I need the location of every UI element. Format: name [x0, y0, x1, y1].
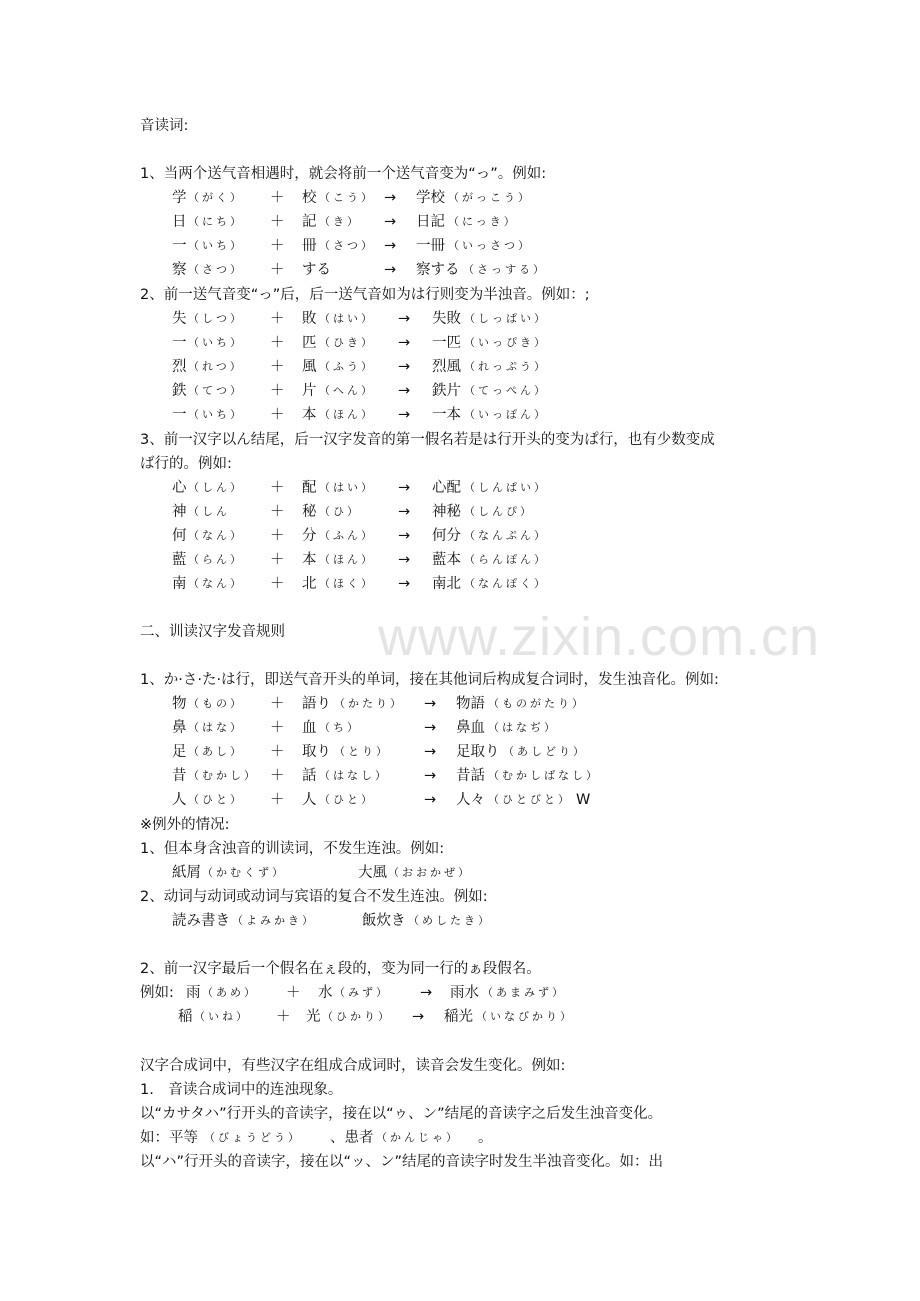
kanji-a: 稲: [178, 1009, 193, 1025]
kanji-b: する: [302, 262, 331, 278]
reading-b: （かたり）: [334, 697, 404, 710]
example-row: [0, 789, 900, 811]
plus-sign: ＋: [270, 311, 285, 327]
example-row: [0, 477, 900, 499]
kanji-b: 敗: [302, 311, 317, 327]
example-row: [0, 187, 900, 209]
kanji-b: 秘: [302, 504, 317, 520]
compound-word: 心配: [432, 480, 461, 496]
compound-reading: （らんぽん）: [464, 553, 548, 566]
kun-rule-2-text: 2、前一汉字最后一个假名在ぇ段的，变为同一行的ぁ段假名。: [140, 961, 541, 977]
reading-a: （なん）: [188, 577, 244, 590]
compound-item-1: 1. 音读合成词中的连浊现象。: [140, 1082, 343, 1098]
example-reading: （かんじゃ）: [376, 1131, 460, 1144]
kanji-a: 察: [172, 262, 187, 278]
compound-intro: 汉字合成词中，有些汉字在组成合成词时，读音会发生变化。例如:: [140, 1058, 566, 1074]
compound-reading: （しんぱい）: [464, 481, 548, 494]
plus-sign: ＋: [286, 985, 301, 1001]
kun-rule-2-prefix: 例如:: [140, 985, 174, 1001]
exception-1-text: 1、但本身含浊音的训读词，不发生连浊。例如:: [140, 841, 445, 857]
example-word: 如：平等: [140, 1130, 198, 1146]
example-reading: （かむくず）: [202, 866, 286, 879]
kanji-a: 一: [172, 335, 187, 351]
compound-reading: （れっぷう）: [464, 360, 548, 373]
example-reading: （めしたき）: [408, 914, 492, 927]
kanji-a: 烈: [172, 359, 187, 375]
example-reading: （よみかき）: [232, 914, 316, 927]
compound-word: 何分: [432, 528, 461, 544]
reading-a: （てつ）: [188, 384, 244, 397]
kanji-b: 話: [302, 768, 317, 784]
reading-b: （ひ）: [319, 505, 361, 518]
plus-sign: ＋: [270, 359, 285, 375]
reading-b: （とり）: [334, 745, 390, 758]
compound-reading: （あまみず）: [482, 986, 566, 999]
reading-b: （ほく）: [319, 577, 375, 590]
rule-3-text-line1: 3、前一汉字以ん结尾，后一汉字发音的第一假名若是は行开头的变为ぱ行，也有少数变成: [140, 432, 715, 448]
reading-b: （みず）: [334, 986, 390, 999]
plus-sign: ＋: [270, 576, 285, 592]
compound-word: 失敗: [432, 311, 461, 327]
plus-sign: ＋: [270, 190, 285, 206]
reading-a: （むかし）: [188, 769, 258, 782]
compound-word: 稲光: [444, 1009, 473, 1025]
kanji-a: 何: [172, 528, 187, 544]
arrow: →: [398, 504, 411, 520]
kanji-a: 昔: [172, 768, 187, 784]
kanji-b: 校: [302, 190, 317, 206]
compound-reading: （ものがたり）: [488, 697, 586, 710]
compound-word: 日記: [416, 214, 445, 230]
reading-a: （がく）: [188, 191, 244, 204]
exceptions-heading: ※例外的情况:: [140, 817, 230, 833]
example-row: [0, 982, 900, 1004]
plus-sign: ＋: [270, 744, 285, 760]
example-row: [0, 501, 900, 523]
compound-word: 学校: [416, 190, 445, 206]
reading-b: （さつ）: [319, 239, 375, 252]
plus-sign: ＋: [270, 552, 285, 568]
compound-word: 烈風: [432, 359, 461, 375]
arrow: →: [398, 335, 411, 351]
kanji-b: 人: [302, 792, 317, 808]
arrow: →: [424, 792, 437, 808]
reading-a: （しん: [188, 505, 230, 518]
arrow: →: [398, 311, 411, 327]
arrow: →: [398, 407, 411, 423]
example-word: 大風: [358, 865, 387, 881]
plus-sign: ＋: [270, 335, 285, 351]
compound-reading: （はなぢ）: [488, 721, 558, 734]
reading-a: （いち）: [188, 336, 244, 349]
reading-a: （いち）: [188, 239, 244, 252]
kanji-b: 血: [302, 720, 317, 736]
arrow: →: [412, 1009, 425, 1025]
reading-b: （ひと）: [319, 793, 375, 806]
section-heading-onyomi: 音读词:: [140, 118, 189, 134]
reading-a: （いね）: [194, 1010, 250, 1023]
compound-word: 昔話: [456, 768, 485, 784]
plus-sign: ＋: [270, 792, 285, 808]
example-row: [0, 332, 900, 354]
example-row: [0, 525, 900, 547]
compound-reading: （いなびかり）: [476, 1010, 574, 1023]
kanji-a: 足: [172, 744, 187, 760]
reading-b: （き）: [319, 215, 361, 228]
reading-a: （いち）: [188, 408, 244, 421]
compound-word: 神秘: [432, 504, 461, 520]
exception-2-text: 2、动词与动词或动词与宾语的复合不发生连浊。例如:: [140, 889, 488, 905]
reading-a: （なん）: [188, 529, 244, 542]
example-row: [0, 573, 900, 595]
reading-b: （ひかり）: [322, 1010, 392, 1023]
kanji-a: 日: [172, 214, 187, 230]
reading-b: （へん）: [319, 384, 375, 397]
kanji-b: 本: [302, 407, 317, 423]
reading-b: （こう）: [319, 191, 375, 204]
arrow: →: [424, 720, 437, 736]
arrow: →: [424, 696, 437, 712]
example-row: [0, 259, 900, 281]
compound-word: 雨水: [450, 985, 479, 1001]
arrow: →: [398, 528, 411, 544]
reading-a: （もの）: [188, 697, 244, 710]
kanji-b: 配: [302, 480, 317, 496]
plus-sign: ＋: [270, 262, 285, 278]
reading-a: （にち）: [188, 215, 244, 228]
kanji-a: 物: [172, 696, 187, 712]
compound-reading: （あしどり）: [503, 745, 587, 758]
compound-rendaku-examples: [0, 1127, 920, 1149]
example-reading: （びょうどう）: [204, 1131, 302, 1144]
example-row: [0, 308, 900, 330]
exception-2-examples: [0, 910, 920, 932]
compound-word: 藍本: [432, 552, 461, 568]
kanji-a: 南: [172, 576, 187, 592]
plus-sign: ＋: [270, 720, 285, 736]
compound-word: 南北: [432, 576, 461, 592]
kanji-b: 片: [302, 383, 317, 399]
kun-rule-1-text: 1、か·さ·た·は行，即送气音开头的单词，接在其他词后构成复合词时，发生浊音化。例如:: [140, 672, 719, 688]
reading-b: （はい）: [319, 481, 375, 494]
kanji-b: 匹: [302, 335, 317, 351]
reading-a: （はな）: [188, 721, 244, 734]
compound-word: 一本: [432, 407, 461, 423]
example-word: 、患者: [330, 1130, 374, 1146]
reading-b: （ひき）: [319, 336, 375, 349]
reading-b: （ほん）: [319, 553, 375, 566]
example-word: 。: [478, 1130, 493, 1146]
reading-b: （ふん）: [319, 529, 375, 542]
reading-a: （あし）: [188, 745, 244, 758]
kanji-b: 分: [302, 528, 317, 544]
plus-sign: ＋: [270, 504, 285, 520]
example-word: 読み書き: [172, 913, 230, 929]
compound-reading: （なんぽく）: [464, 577, 548, 590]
kanji-b: 本: [302, 552, 317, 568]
reading-a: （あめ）: [202, 986, 258, 999]
arrow: →: [398, 359, 411, 375]
kanji-a: 一: [172, 238, 187, 254]
kanji-a: 失: [172, 311, 187, 327]
example-row: [0, 549, 900, 571]
compound-reading: （さっする）: [463, 263, 547, 276]
example-reading: （おおかぜ）: [388, 866, 472, 879]
reading-a: （さつ）: [188, 263, 244, 276]
plus-sign: ＋: [270, 238, 285, 254]
exception-1-examples: [0, 862, 920, 884]
compound-reading: （むかしばなし）: [488, 769, 600, 782]
kanji-a: 一: [172, 407, 187, 423]
plus-sign: ＋: [276, 1009, 291, 1025]
reading-a: （しん）: [188, 481, 244, 494]
arrow: →: [420, 985, 433, 1001]
plus-sign: ＋: [270, 696, 285, 712]
compound-rendaku-rule: 以“カサタハ”行开头的音读字，接在以“ゥ、ン”结尾的音读字之后发生浊音变化。: [140, 1106, 663, 1122]
rule-2-text: 2、前一送气音变“っ”后，后一送气音如为は行则变为半浊音。例如：;: [140, 287, 590, 303]
arrow: →: [398, 576, 411, 592]
kanji-b: 水: [318, 985, 333, 1001]
kanji-a: 鼻: [172, 720, 187, 736]
reading-b: （はなし）: [319, 769, 389, 782]
arrow: →: [398, 480, 411, 496]
plus-sign: ＋: [270, 383, 285, 399]
compound-word: 鼻血: [456, 720, 485, 736]
compound-reading: （いっぴき）: [464, 336, 548, 349]
compound-reading: （にっき）: [448, 215, 518, 228]
compound-word: 察する: [416, 262, 460, 278]
example-row: [0, 356, 900, 378]
example-row: [0, 717, 900, 739]
kanji-b: 北: [302, 576, 317, 592]
example-row: [0, 235, 900, 257]
arrow: →: [384, 262, 397, 278]
compound-reading: （てっぺん）: [464, 384, 548, 397]
example-row: [0, 211, 900, 233]
compound-word: 一匹: [432, 335, 461, 351]
arrow: →: [424, 744, 437, 760]
arrow: →: [398, 552, 411, 568]
trailing-mark: W: [576, 792, 591, 808]
reading-b: （ほん）: [319, 408, 375, 421]
compound-word: 一冊: [416, 238, 445, 254]
watermark: www.zixin.com.cn: [378, 607, 821, 667]
plus-sign: ＋: [270, 214, 285, 230]
arrow: →: [384, 190, 397, 206]
rule-3-text-line2: ば行的。例如:: [140, 456, 232, 472]
kanji-b: 語り: [302, 696, 331, 712]
kanji-b: 冊: [302, 238, 317, 254]
arrow: →: [384, 238, 397, 254]
arrow: →: [398, 383, 411, 399]
reading-a: （らん）: [188, 553, 244, 566]
compound-word: 人々: [456, 792, 485, 808]
kanji-a: 人: [172, 792, 187, 808]
compound-handakuon-rule: 以“ハ”行开头的音读字，接在以“ッ、ン”结尾的音读字时发生半浊音变化。如：出: [140, 1154, 664, 1170]
reading-a: （れつ）: [188, 360, 244, 373]
example-row: [0, 380, 900, 402]
compound-reading: （しっぱい）: [464, 312, 548, 325]
reading-a: （しつ）: [188, 312, 244, 325]
kanji-b: 風: [302, 359, 317, 375]
plus-sign: ＋: [270, 768, 285, 784]
arrow: →: [424, 768, 437, 784]
compound-word: 物語: [456, 696, 485, 712]
plus-sign: ＋: [270, 407, 285, 423]
section-heading-kunyomi: 二、训读汉字发音规则: [140, 624, 285, 640]
reading-a: （ひと）: [188, 793, 244, 806]
reading-b: （ち）: [319, 721, 361, 734]
compound-reading: （ひとびと）: [488, 793, 572, 806]
compound-word: 鉄片: [432, 383, 461, 399]
reading-b: （はい）: [319, 312, 375, 325]
example-row: [0, 741, 900, 763]
kanji-a: 鉄: [172, 383, 187, 399]
plus-sign: ＋: [270, 480, 285, 496]
compound-reading: （いっさつ）: [448, 239, 532, 252]
compound-reading: （いっぽん）: [464, 408, 548, 421]
kanji-b: 記: [302, 214, 317, 230]
rule-1-text: 1、当两个送气音相遇时，就会将前一个送气音变为“っ”。例如:: [140, 166, 547, 182]
reading-b: （ふう）: [319, 360, 375, 373]
example-row: [0, 765, 900, 787]
example-word: 紙屑: [172, 865, 201, 881]
kanji-b: 取り: [302, 744, 331, 760]
example-row: [0, 404, 900, 426]
compound-reading: （がっこう）: [448, 191, 532, 204]
plus-sign: ＋: [270, 528, 285, 544]
compound-reading: （なんぷん）: [464, 529, 548, 542]
kanji-b: 光: [306, 1009, 321, 1025]
kanji-a: 藍: [172, 552, 187, 568]
kanji-a: 心: [172, 480, 187, 496]
compound-word: 足取り: [456, 744, 500, 760]
example-row: [0, 1006, 900, 1028]
example-word: 飯炊き: [362, 913, 406, 929]
kanji-a: 雨: [186, 985, 201, 1001]
arrow: →: [384, 214, 397, 230]
kanji-a: 学: [172, 190, 187, 206]
example-row: [0, 693, 900, 715]
kanji-a: 神: [172, 504, 187, 520]
compound-reading: （しんぴ）: [464, 505, 534, 518]
